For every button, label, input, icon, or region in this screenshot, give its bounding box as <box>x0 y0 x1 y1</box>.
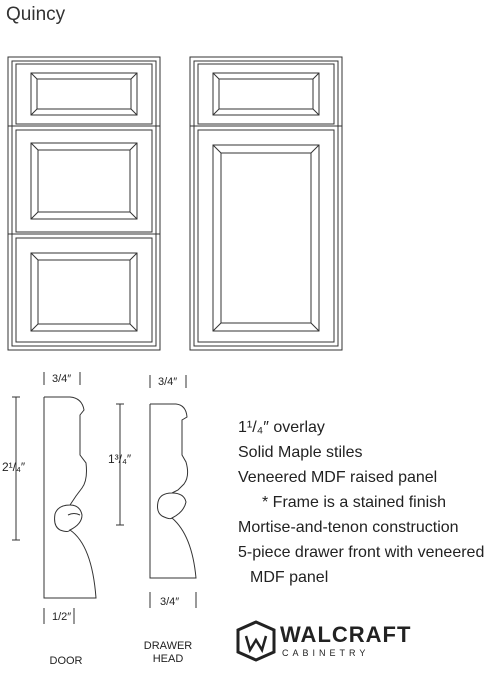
brand-name: WALCRAFT <box>280 622 412 647</box>
drawer-head-profile-drawing <box>116 375 196 608</box>
drawer-height-label: 1³/₄″ <box>108 452 132 466</box>
drawer-caption-line1: DRAWER <box>143 640 193 652</box>
drawer-bottom-width-label: 3/4″ <box>160 596 180 608</box>
feature-panel: Veneered MDF raised panel <box>238 469 438 486</box>
brand-subtitle: CABINETRY <box>282 648 370 658</box>
feature-drawer-front: 5-piece drawer front with veneered <box>238 544 485 561</box>
page-title: Quincy <box>6 4 66 25</box>
walcraft-logo-mark <box>238 622 274 660</box>
door-bottom-width-label: 1/2″ <box>52 611 72 623</box>
door-caption: DOOR <box>49 655 83 667</box>
feature-drawer-front-cont: MDF panel <box>250 569 329 586</box>
drawer-top-width-label: 3/4″ <box>158 376 178 388</box>
feature-overlay: 1¹/₄″ overlay <box>238 419 325 436</box>
door-top-width-label: 3/4″ <box>52 373 72 385</box>
door-height-label: 2¹/₄″ <box>2 460 26 474</box>
feature-stiles: Solid Maple stiles <box>238 444 363 461</box>
door-profile-drawing <box>12 372 96 624</box>
drawer-caption-line2: HEAD <box>152 653 184 665</box>
feature-construction: Mortise-and-tenon construction <box>238 519 459 536</box>
door-cabinet-illustration <box>190 57 342 350</box>
feature-frame-note: * Frame is a stained finish <box>262 494 447 511</box>
drawer-bank-illustration <box>8 57 160 350</box>
